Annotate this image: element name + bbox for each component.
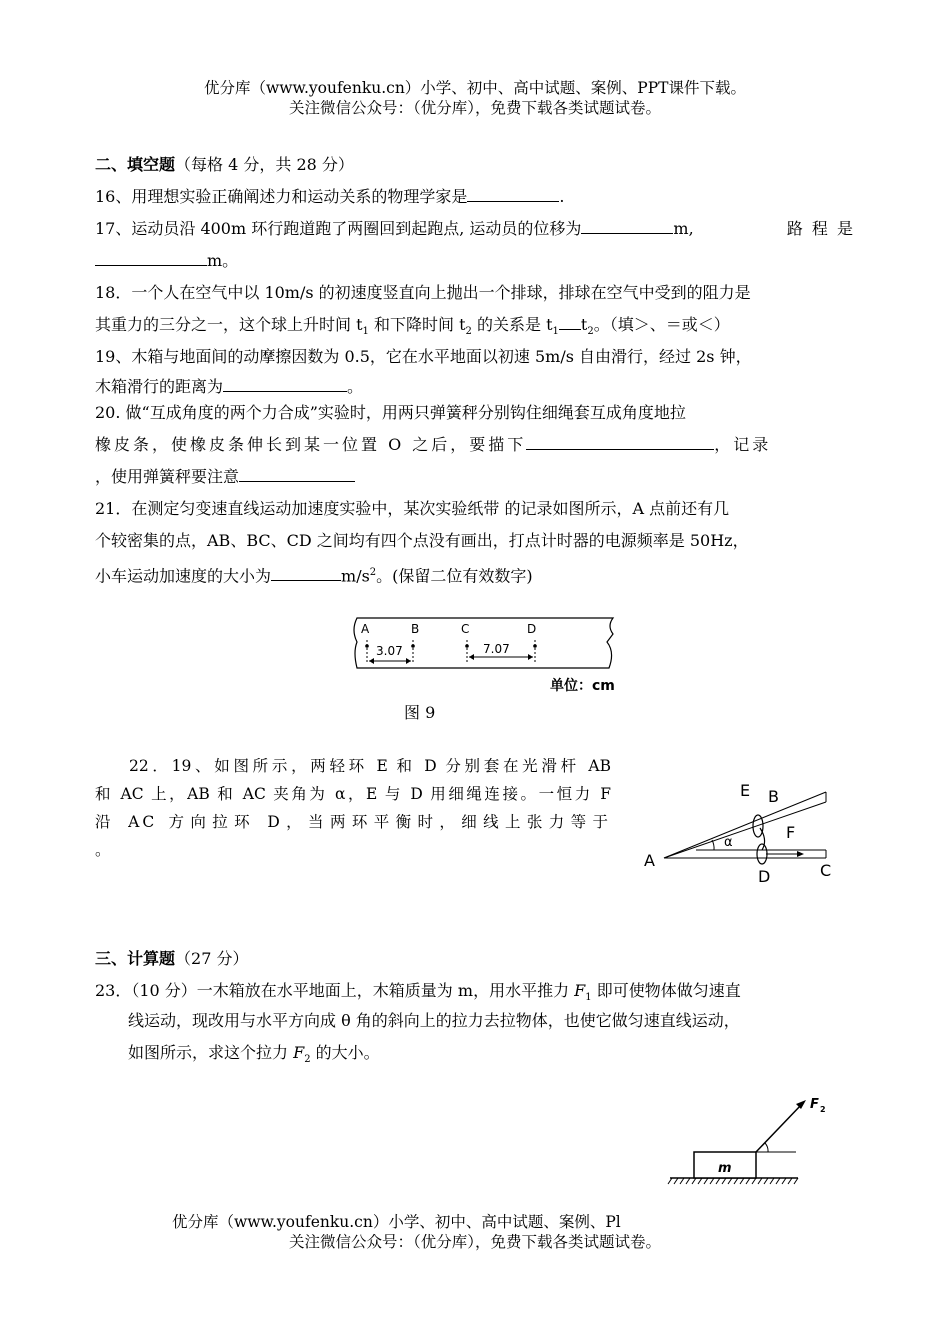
q20-text-a: 橡皮条，使橡皮条伸长到某一位置 O 之后，要描下 <box>95 435 527 454</box>
q20-text-b: ，记录 <box>714 435 772 454</box>
q18-sub-4: 2 <box>587 326 594 338</box>
q21-unit: m/s <box>341 566 370 586</box>
force-label: F <box>810 1097 819 1112</box>
theta-arc <box>765 1143 768 1152</box>
q18-sub-3: 1 <box>552 326 559 338</box>
pull-force-line <box>756 1104 802 1152</box>
question-16 <box>95 182 857 212</box>
question-17 <box>95 214 857 244</box>
q23-text-c: 如图所示，求这个拉力 <box>128 1043 294 1062</box>
q23-f1-sub: 1 <box>585 992 592 1004</box>
q21-answer-blank[interactable] <box>271 562 341 581</box>
label-c: C <box>820 861 832 880</box>
label-e: E <box>740 781 751 800</box>
ring-d <box>757 844 767 864</box>
q17-text: 17、运动员沿 400m 环行跑道跑了两圈回到起跑点, 运动员的位移为 <box>95 219 582 238</box>
q19-end: 。 <box>347 377 364 396</box>
box-pulled-figure <box>664 1090 834 1190</box>
q16-text: 16、用理想实验正确阐述力和运动关系的物理学家是 <box>95 187 468 206</box>
q18-part-a: 其重力的三分之一，这个球上升时间 t <box>95 315 363 334</box>
section-2-heading <box>95 150 857 180</box>
string-ed <box>760 828 765 850</box>
q22-line-3: 沿 AC 方向拉环 D，当两环平衡时，细线上张力等于 <box>95 813 611 831</box>
question-21-line-3 <box>95 558 857 591</box>
question-21-line-2: 个较密集的点，AB、BC、CD 之间均有四个点没有画出，打点计时器的电源频率是 50Hz， <box>95 531 749 550</box>
q22-line-1: 22．19、如图所示，两轻环 E 和 D 分别套在光滑杆 AB <box>129 757 611 775</box>
question-20-line-3 <box>95 462 857 492</box>
tape-label-c: C <box>461 622 470 636</box>
figure-9-caption: 图 9 <box>404 703 436 722</box>
q23-text-a: 23．（10 分）一木箱放在水平地面上，木箱质量为 m，用水平推力 <box>95 981 575 1000</box>
question-18: 18．一个人在空气中以 10m/s 的初速度竖直向上抛出一个排球，排球在空气中受到的阻力是 <box>95 283 751 302</box>
q17-distance-blank[interactable] <box>95 247 207 266</box>
q23-f2-sub: 2 <box>304 1054 311 1066</box>
force-f-arrowhead <box>797 851 804 857</box>
footer-line-1: 优分库（www.youfenku.cn）小学、初中、高中试题、案例、Pl <box>172 1213 621 1231</box>
q22-line-2: 和 AC 上，AB 和 AC 夹角为 α，E 与 D 用细绳连接。一恒力 F <box>95 785 611 803</box>
rod-ab-upper <box>664 792 826 858</box>
q23-f2: F <box>293 1043 305 1062</box>
q23-f1: F <box>574 981 586 1000</box>
q21-sup: 2 <box>369 567 377 578</box>
q18-part-c: 的关系是 t <box>471 315 553 334</box>
tape-label-b: B <box>411 622 420 636</box>
tape-label-d: D <box>527 622 537 636</box>
ground-hatching <box>668 1178 798 1184</box>
question-21: 21．在测定匀变速直线运动加速度实验中，某次实验纸带 的记录如图所示，A 点前还有几 <box>95 499 730 518</box>
q22-line-4: 。 <box>95 841 111 859</box>
q18-sub-2: 2 <box>465 326 472 338</box>
section-3-note: （27 分） <box>175 949 249 968</box>
rings-on-rods-figure <box>636 770 856 890</box>
q17-distance-label: 路 程 是 <box>786 219 855 238</box>
q21-text-a: 小车运动加速度的大小为 <box>95 566 272 586</box>
label-a: A <box>644 851 655 870</box>
question-22 <box>95 752 611 864</box>
question-20: 20. 做“互成角度的两个力合成”实验时，用两只弹簧秤分别钩住细绳套互成角度地拉 <box>95 403 686 422</box>
question-17-line-2 <box>95 246 857 276</box>
q16-end: . <box>559 187 565 206</box>
q20-notice-blank[interactable] <box>239 463 355 482</box>
question-20-line-2 <box>95 430 857 460</box>
q17-displacement-blank[interactable] <box>581 215 673 234</box>
question-23-line-3 <box>128 1038 857 1075</box>
q17-unit-1: m, <box>673 219 694 238</box>
question-19: 19、木箱与地面间的动摩擦因数为 0.5，它在水平地面以初速 5m/s 自由滑行，经过 2s 钟， <box>95 347 752 366</box>
q23-text-d: 的大小。 <box>310 1043 380 1062</box>
box-mass-label: m <box>718 1161 732 1176</box>
q18-part-d: t <box>580 315 588 334</box>
section-3-heading <box>95 944 857 974</box>
section-2-note: （每格 4 分，共 28 分） <box>175 155 354 174</box>
q19-text: 木箱滑行的距离为 <box>95 377 224 396</box>
tape-unit: 单位：cm <box>550 678 615 694</box>
q21-text-c: 。(保留二位有效数字) <box>376 566 533 586</box>
header-line-1: 优分库（www.youfenku.cn）小学、初中、高中试题、案例、PPT课件下载。 <box>203 79 747 97</box>
label-b: B <box>768 787 779 806</box>
q18-sub-1: 1 <box>362 326 369 338</box>
q20-text-c: ，使用弹簧秤要注意 <box>95 467 240 486</box>
header-line-2: 关注微信公众号：（优分库），免费下载各类试题试卷。 <box>288 99 661 117</box>
q19-answer-blank[interactable] <box>223 373 347 392</box>
section-2-title: 二、填空题 <box>95 155 176 174</box>
label-f: F <box>786 823 796 842</box>
q16-answer-blank[interactable] <box>467 183 559 202</box>
q18-part-e: 。（填＞、＝或＜） <box>593 315 730 334</box>
footer-line-2: 关注微信公众号：（优分库），免费下载各类试题试卷。 <box>288 1233 661 1251</box>
q18-part-b: 和下降时间 t <box>368 315 466 334</box>
tape-distance-ab: 3.07 <box>376 644 403 658</box>
tape-distance-cd: 7.07 <box>483 642 510 656</box>
q18-answer-blank[interactable] <box>559 311 581 330</box>
question-23-line-2: 线运动，现改用与水平方向成 θ 角的斜向上的拉力去拉物体，也使它做匀速直线运动， <box>128 1011 740 1030</box>
force-label-sub: 2 <box>820 1105 826 1114</box>
q17-unit-2: m。 <box>207 251 239 270</box>
ticker-tape-figure <box>345 612 635 696</box>
q23-text-b: 即可使物体做匀速直 <box>591 981 741 1000</box>
label-d: D <box>758 867 771 886</box>
label-alpha: α <box>724 835 733 850</box>
q20-describe-blank[interactable] <box>526 431 714 450</box>
section-3-title: 三、计算题 <box>95 949 176 968</box>
tape-label-a: A <box>361 622 370 636</box>
angle-arc <box>712 840 714 850</box>
